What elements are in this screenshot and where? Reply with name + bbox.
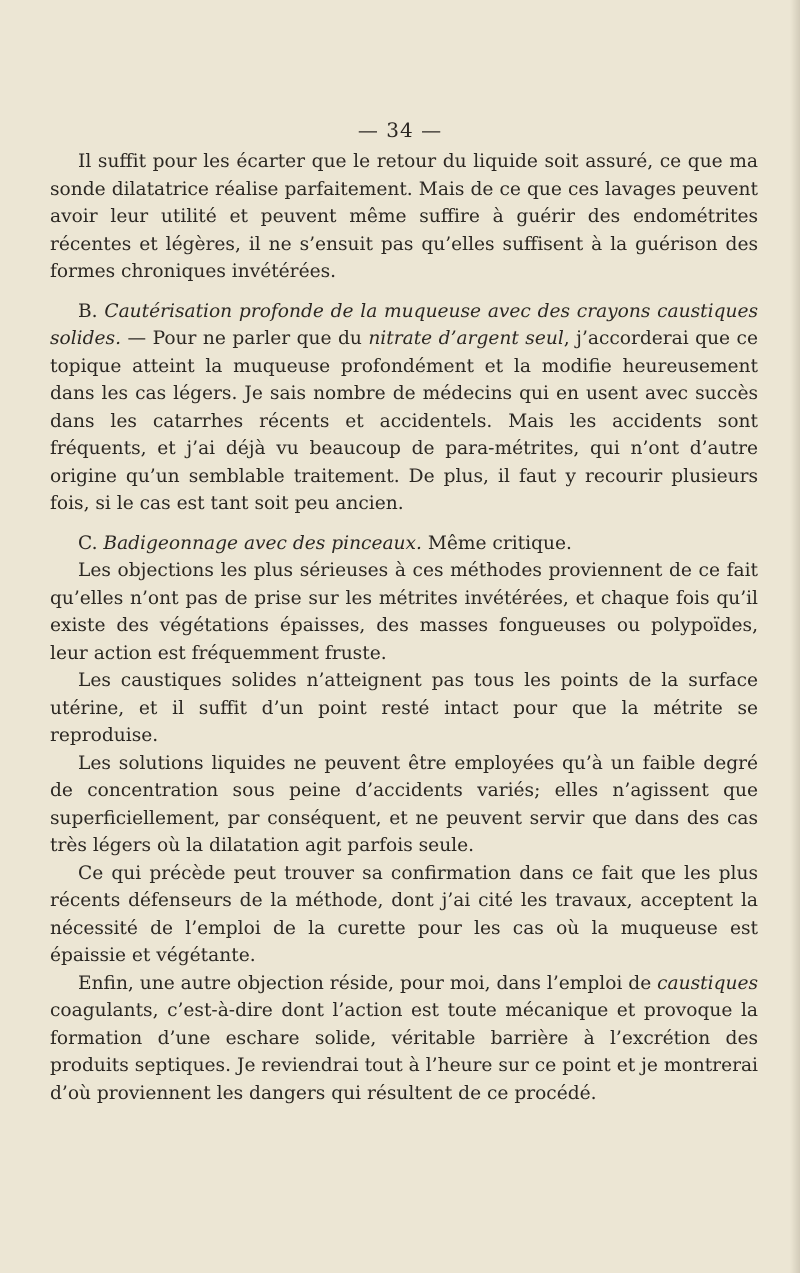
paragraph-8: [50, 970, 758, 1108]
section-title-badigeonnage: Badigeonnage avec des pinceaux.: [103, 532, 422, 554]
section-title-cauterisation: Cautérisation profonde de la muqueuse avec des crayons caustiques solides.: [50, 300, 758, 349]
paragraph-3-text: Même critique.: [421, 532, 572, 554]
paragraph-1: Il suffit pour les écarter que le retour du liquide soit assuré, ce que ma sonde dilatatrice réalise parfaitement. Mais de ce que ces lavages peuvent avoir leur utilité et peuvent même suffire à guérir des endométrites récentes et légères, il ne s’ensuit pas qu’elles suffisent à la guérison des formes chroniques invétérées.: [50, 151, 758, 282]
paragraph-7: Ce qui précède peut trouver sa confirmation dans ce fait que les plus récents défenseurs de la méthode, dont j’ai cité les travaux, acceptent la nécessité de l’emploi de la curette pour les cas où la muqueuse est épaissie et végétante.: [50, 862, 758, 966]
paragraph-8-text-a: Enfin, une autre objection réside, pour moi, dans l’emploi de: [78, 972, 658, 994]
paragraph-3-badigeonnage: [50, 530, 758, 558]
section-label-b: B.: [78, 300, 98, 322]
paragraph-6: Les solutions liquides ne peuvent être employées qu’à un faible degré de concentration sous peine d’accidents variés; elles n’agissent que superficiellement, par conséquent, et ne peuvent servir que dans des cas très légers où la dilatation agit parfois seule.: [50, 752, 758, 856]
paragraph-4: Les objections les plus sérieuses à ces méthodes proviennent de ce fait qu’elles n’ont pas de prise sur les métrites invétérées, et chaque fois qu’il existe des végétations épaisses, des masses fongueuses ou polypoïdes, leur action est fréquemment fruste.: [50, 560, 758, 664]
paragraph-2-text-b: , j’accorderai que ce topique atteint la muqueuse profondément et la modifie heureusement dans les cas légers. Je sais nombre de médecins qui en usent avec succès dans les catarrhes récents et accidentels. Mais les accidents sont fréquents, et j’ai déjà vu beaucoup de para-métrites, qui n’ont d’autre origine qu’un semblable traitement. De plus, il faut y recourir plusieurs fois, si le cas est tant soit peu ancien.: [50, 328, 758, 514]
paragraph-2-text-a: — Pour ne parler que du: [121, 328, 369, 349]
paragraph-8-text-b: coagulants, c’est-à-dire dont l’action est toute mécanique et provoque la formation d’une eschare solide, véritable barrière à l’excrétion des produits septiques. Je reviendrai tout à l’heure sur ce point et je montrerai d’où proviennent les dangers qui résultent de ce procédé.: [50, 1000, 758, 1104]
section-label-c: C.: [78, 532, 98, 554]
paragraph-8-italic: caustiques: [657, 972, 758, 994]
paragraph-2-italic: nitrate d’argent seul: [368, 328, 564, 349]
body-text: [50, 148, 758, 1107]
page-number: — 34 —: [357, 118, 443, 142]
paragraph-5: Les caustiques solides n’atteignent pas tous les points de la surface utérine, et il suffit d’un point resté intact pour que la métrite se reproduise.: [50, 670, 758, 746]
paragraph-2-cauterisation: [50, 298, 758, 518]
page-edge-shadow: [790, 0, 800, 1273]
